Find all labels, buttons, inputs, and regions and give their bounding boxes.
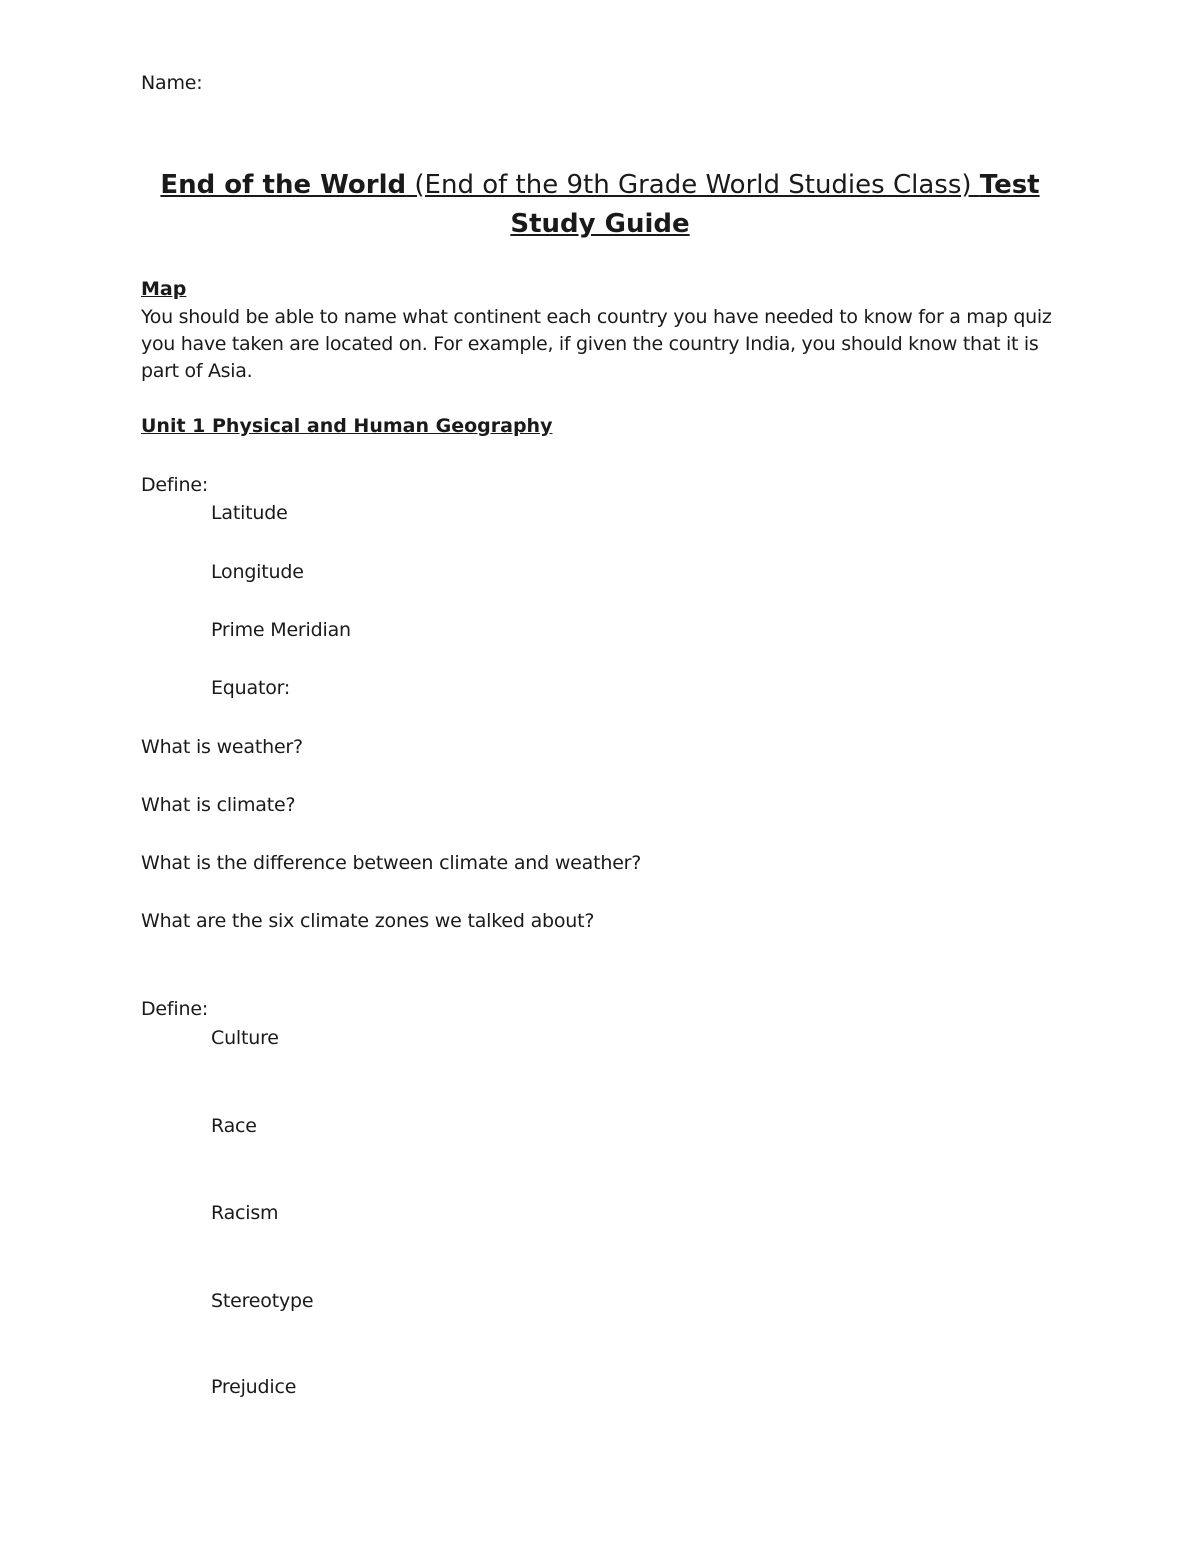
title-part-4: Study Guide	[510, 209, 690, 239]
term-longitude: Longitude	[211, 561, 304, 583]
title-part-3: Test	[979, 170, 1040, 200]
title-part-2: (End of the 9th Grade World Studies Class)	[406, 170, 980, 200]
document-title	[140, 166, 1060, 244]
term-equator: Equator:	[211, 677, 291, 699]
question-climate: What is climate?	[141, 794, 296, 816]
term-stereotype: Stereotype	[211, 1290, 314, 1312]
term-prime-meridian: Prime Meridian	[211, 619, 351, 641]
define-label-2: Define:	[141, 998, 209, 1020]
term-race: Race	[211, 1115, 257, 1137]
term-culture: Culture	[211, 1027, 279, 1049]
question-climate-zones: What are the six climate zones we talked about?	[141, 910, 595, 932]
map-heading: Map	[141, 278, 187, 300]
name-label: Name:	[141, 72, 203, 94]
map-paragraph: You should be able to name what continent each country you have needed to know for a map quiz you have taken are located on. For example, if given the country India, you should know that it is part of Asia.	[141, 306, 1052, 382]
define-label-1: Define:	[141, 474, 209, 496]
term-prejudice: Prejudice	[211, 1376, 297, 1398]
term-latitude: Latitude	[211, 502, 288, 524]
unit1-heading: Unit 1 Physical and Human Geography	[141, 415, 553, 437]
title-part-1: End of the World	[160, 170, 407, 200]
question-weather: What is weather?	[141, 736, 303, 758]
term-racism: Racism	[211, 1202, 279, 1224]
question-difference: What is the difference between climate and weather?	[141, 852, 642, 874]
